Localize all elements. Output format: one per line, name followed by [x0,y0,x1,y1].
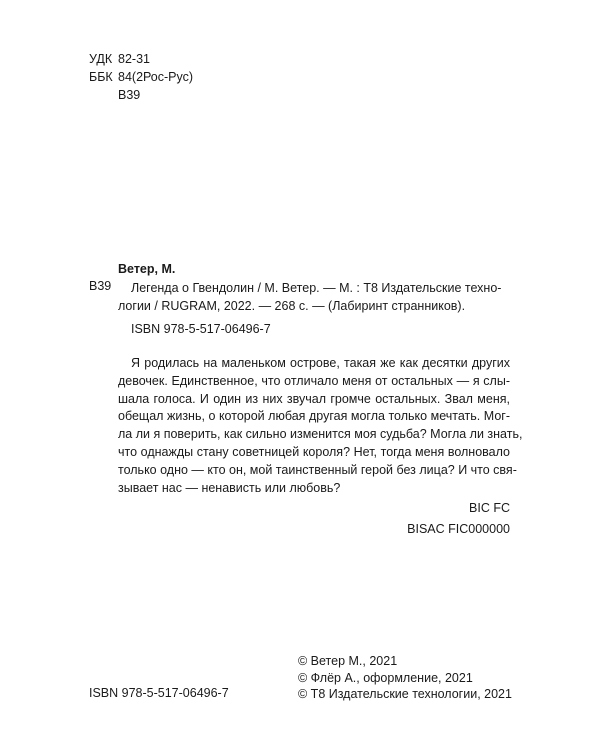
bbk-label: ББК [89,70,113,84]
classification-author-mark: В39 [118,88,141,102]
footer-isbn: ISBN 978-5-517-06496-7 [89,686,229,700]
author-mark-row [89,86,193,104]
annotation [118,355,523,497]
copyright-line: © Ветер М., 2021 [298,654,398,668]
subject-codes [407,498,510,540]
author-name: Ветер, М. [118,262,176,276]
classification-block [89,50,193,104]
record-isbn: ISBN 978-5-517-06496-7 [131,322,271,336]
biblio-line-2: логии / RUGRAM, 2022. — 268 с. — (Лабиринт странников). [118,299,466,313]
annotation-line: шала голоса. И один из них звучал громче остальных. Звал меня, [118,391,510,406]
udk-row [89,50,193,68]
annotation-line: обещал жизнь, о которой любая другая могла только мечтать. Мог- [118,409,510,424]
annotation-line: что однажды стану советницей короля? Нет, тогда меня волновало [118,444,510,459]
copyright-line: © Т8 Издательские технологии, 2021 [298,687,512,701]
bibliographic-description [118,279,510,315]
record-author-mark: В39 [89,279,112,293]
bbk-row [89,68,193,86]
annotation-line: Я родилась на маленьком острове, такая же как десятки других [131,356,510,370]
udk-value: 82-31 [118,52,150,66]
copyright-notices [298,653,512,703]
biblio-line-1: Легенда о Гвендолин / М. Ветер. — М. : Т8 Издательские техно- [131,281,502,295]
udk-label: УДК [89,52,113,66]
bic-code: BIC FC [469,501,510,515]
bisac-code: BISAC FIC000000 [407,522,510,536]
bbk-value: 84(2Рос-Рус) [118,70,194,84]
annotation-line: зывает нас — ненависть или любовь? [118,480,341,495]
copyright-line: © Флёр А., оформление, 2021 [298,670,473,685]
annotation-line: девочек. Единственное, что отличало меня от остальных — я слы- [118,373,510,388]
annotation-line: только одно — кто он, мой таинственный герой без лица? И что свя- [118,462,517,477]
annotation-line: ла ли я поверить, как сильно изменится моя судьба? Могла ли знать, [118,427,523,442]
